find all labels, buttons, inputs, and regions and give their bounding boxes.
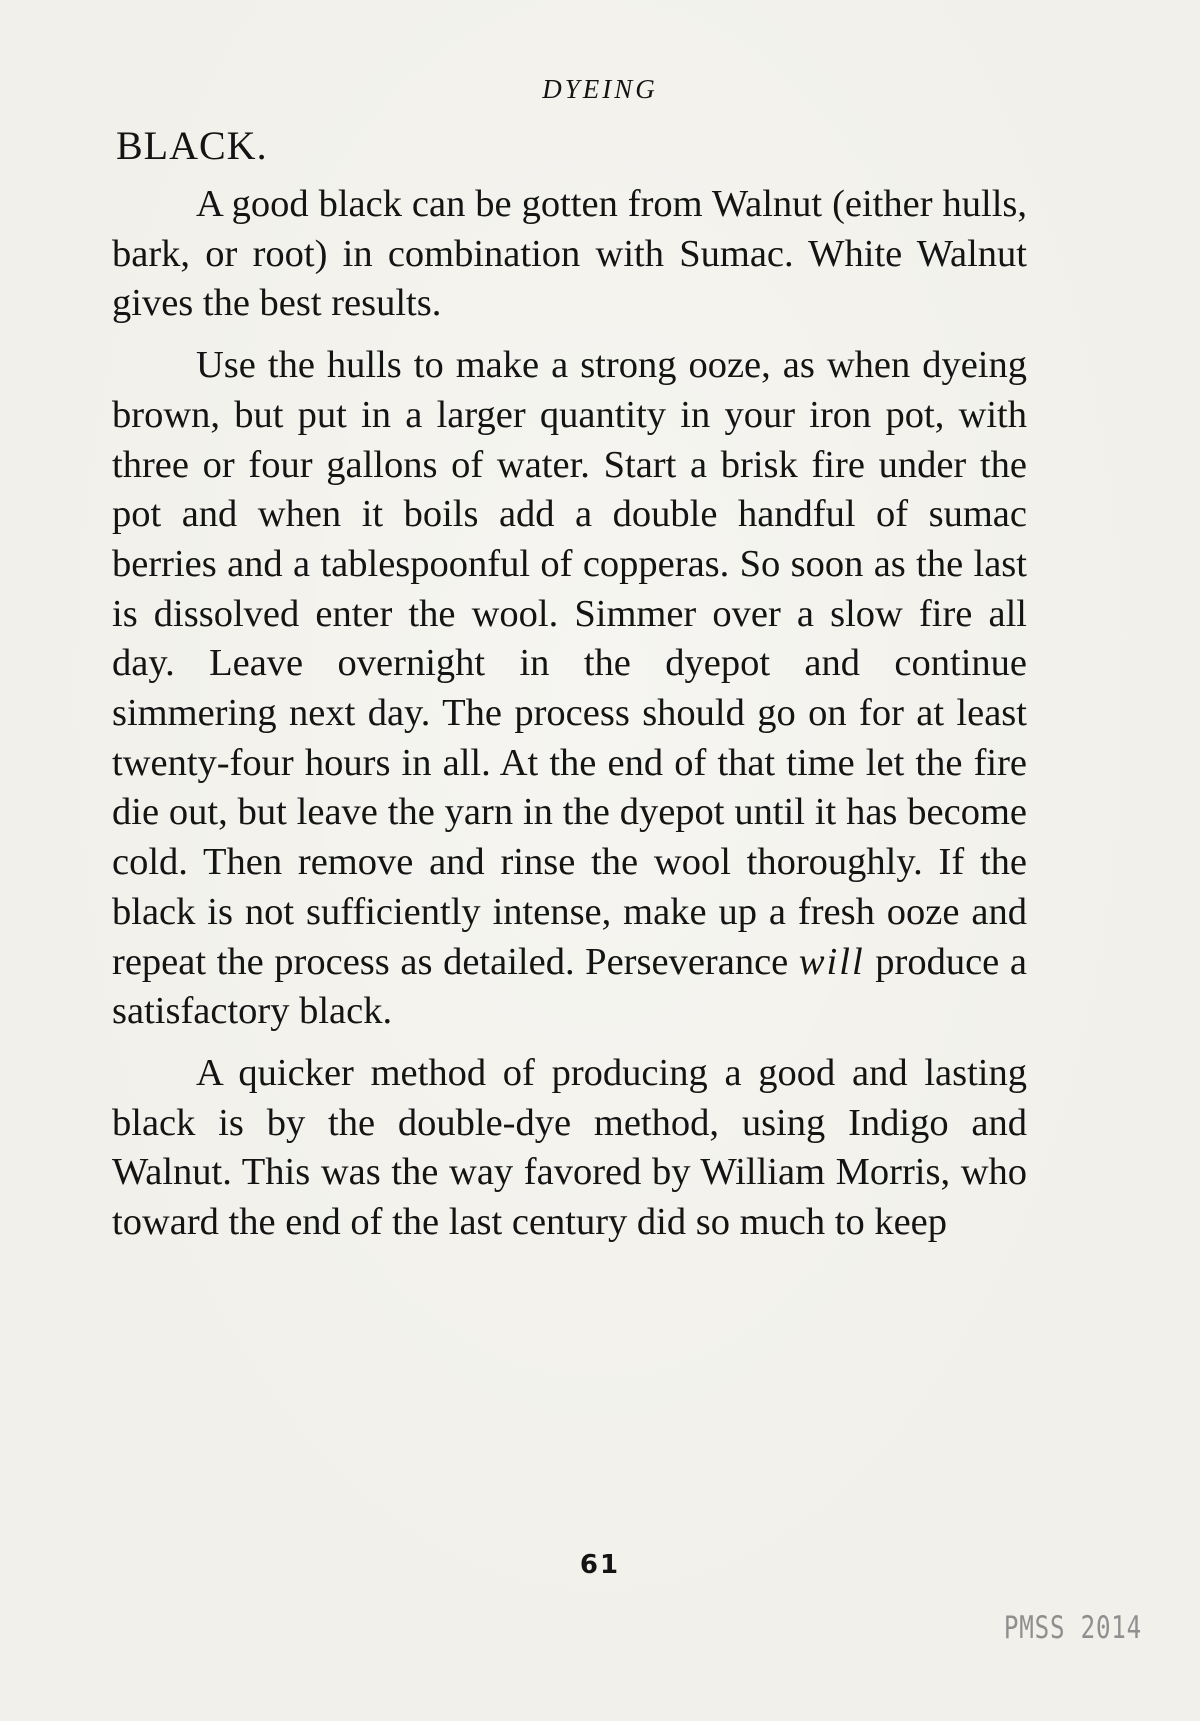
running-head: DYEING <box>542 74 658 104</box>
paragraph-2 <box>112 341 1027 1037</box>
body-text <box>112 180 1027 1248</box>
section-heading: BLACK. <box>116 123 268 168</box>
paragraph-3: A quicker method of producing a good and lasting black is by the double-dye method, using Indigo and Walnut. This was the way favored by William Morris, who toward the end of the last century did so much to keep <box>112 1051 1027 1244</box>
page-number: 61 <box>579 1550 621 1580</box>
paragraph-1: A good black can be gotten from Walnut (either hulls, bark, or root) in combination with Sumac. White Walnut gives the best results. <box>112 183 1027 325</box>
paragraph-2-emphasis: will <box>798 940 865 983</box>
paragraph-2-text-after: produce a satisfactory black. <box>112 940 1027 1033</box>
scan-watermark: PMSS 2014 <box>1003 1610 1142 1646</box>
paragraph-2-text-before: Use the hulls to make a strong ooze, as when dyeing brown, but put in a larger quantity in your iron pot, with three or four gallons of water. Start a brisk fire under the pot and when it boils add a double handful of sumac berries and a tablespoonful of copperas. So soon as the last is dissolved enter the wool. Simmer over a slow fire all day. Leave overnight in the dyepot and continue simmering next day. The process should go on for at least twenty-four hours in all. At the end of that time let the fire die out, but leave the yarn in the dyepot until it has become cold. Then remove and rinse the wool thoroughly. If the black is not sufficiently intense, make up a fresh ooze and repeat the process as detailed. Perseverance <box>112 344 1027 983</box>
